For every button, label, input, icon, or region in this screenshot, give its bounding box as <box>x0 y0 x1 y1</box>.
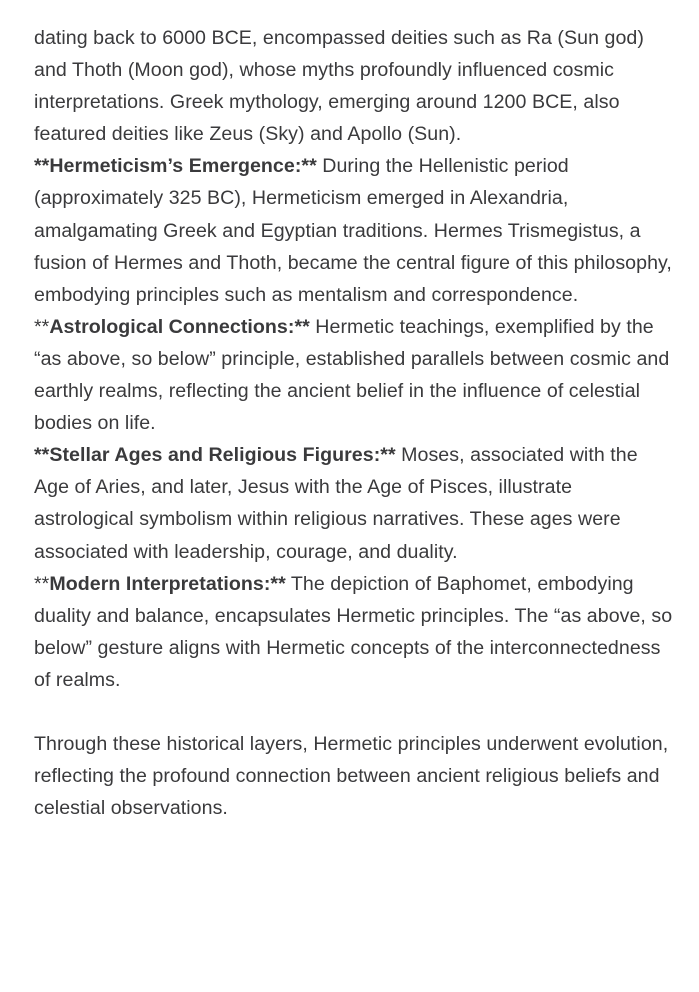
stellar-paragraph <box>34 439 674 567</box>
paragraph-spacer <box>34 696 674 728</box>
modern-heading: Modern Interpretations:** <box>49 572 286 595</box>
hermeticism-body: During the Hellenistic period (approximately 325 BC), Hermeticism emerged in Alexandria, amalgamating Greek and Egyptian traditions. Hermes Trismegistus, a fusion of Hermes and Thoth, became the central figure of this philosophy, embodying principles such as mentalism and correspondence. <box>34 155 672 306</box>
astrological-paragraph <box>34 311 674 439</box>
modern-body: The depiction of Baphomet, embodying duality and balance, encapsulates Hermetic principles. The “as above, so below” gesture aligns with Hermetic concepts of the interconnectedness of realms. <box>34 572 673 691</box>
stellar-body: Moses, associated with the Age of Aries, and later, Jesus with the Age of Pisces, illustrate astrological symbolism within religious narratives. These ages were associated with leadership, courage, and duality. <box>34 444 638 563</box>
modern-prefix: ** <box>34 572 50 595</box>
conclusion-paragraph: Through these historical layers, Hermetic principles underwent evolution, reflecting the profound connection between ancient religious beliefs and celestial observations. <box>34 732 669 820</box>
document-body <box>34 22 674 824</box>
astrological-body: Hermetic teachings, exemplified by the “as above, so below” principle, established parallels between cosmic and earthly realms, reflecting the ancient belief in the influence of celestial bodies on life. <box>34 315 670 435</box>
astrological-heading: Astrological Connections:** <box>49 315 310 338</box>
hermeticism-paragraph <box>34 150 674 310</box>
astrological-prefix: ** <box>34 315 50 338</box>
stellar-heading: **Stellar Ages and Religious Figures:** <box>34 444 396 467</box>
hermeticism-heading: **Hermeticism’s Emergence:** <box>34 155 317 178</box>
modern-paragraph <box>34 568 674 696</box>
intro-paragraph-tail: dating back to 6000 BCE, encompassed deities such as Ra (Sun god) and Thoth (Moon god), whose myths profoundly influenced cosmic interpretations. Greek mythology, emerging around 1200 BCE, also featured deities like Zeus (Sky) and Apollo (Sun). <box>34 27 644 146</box>
